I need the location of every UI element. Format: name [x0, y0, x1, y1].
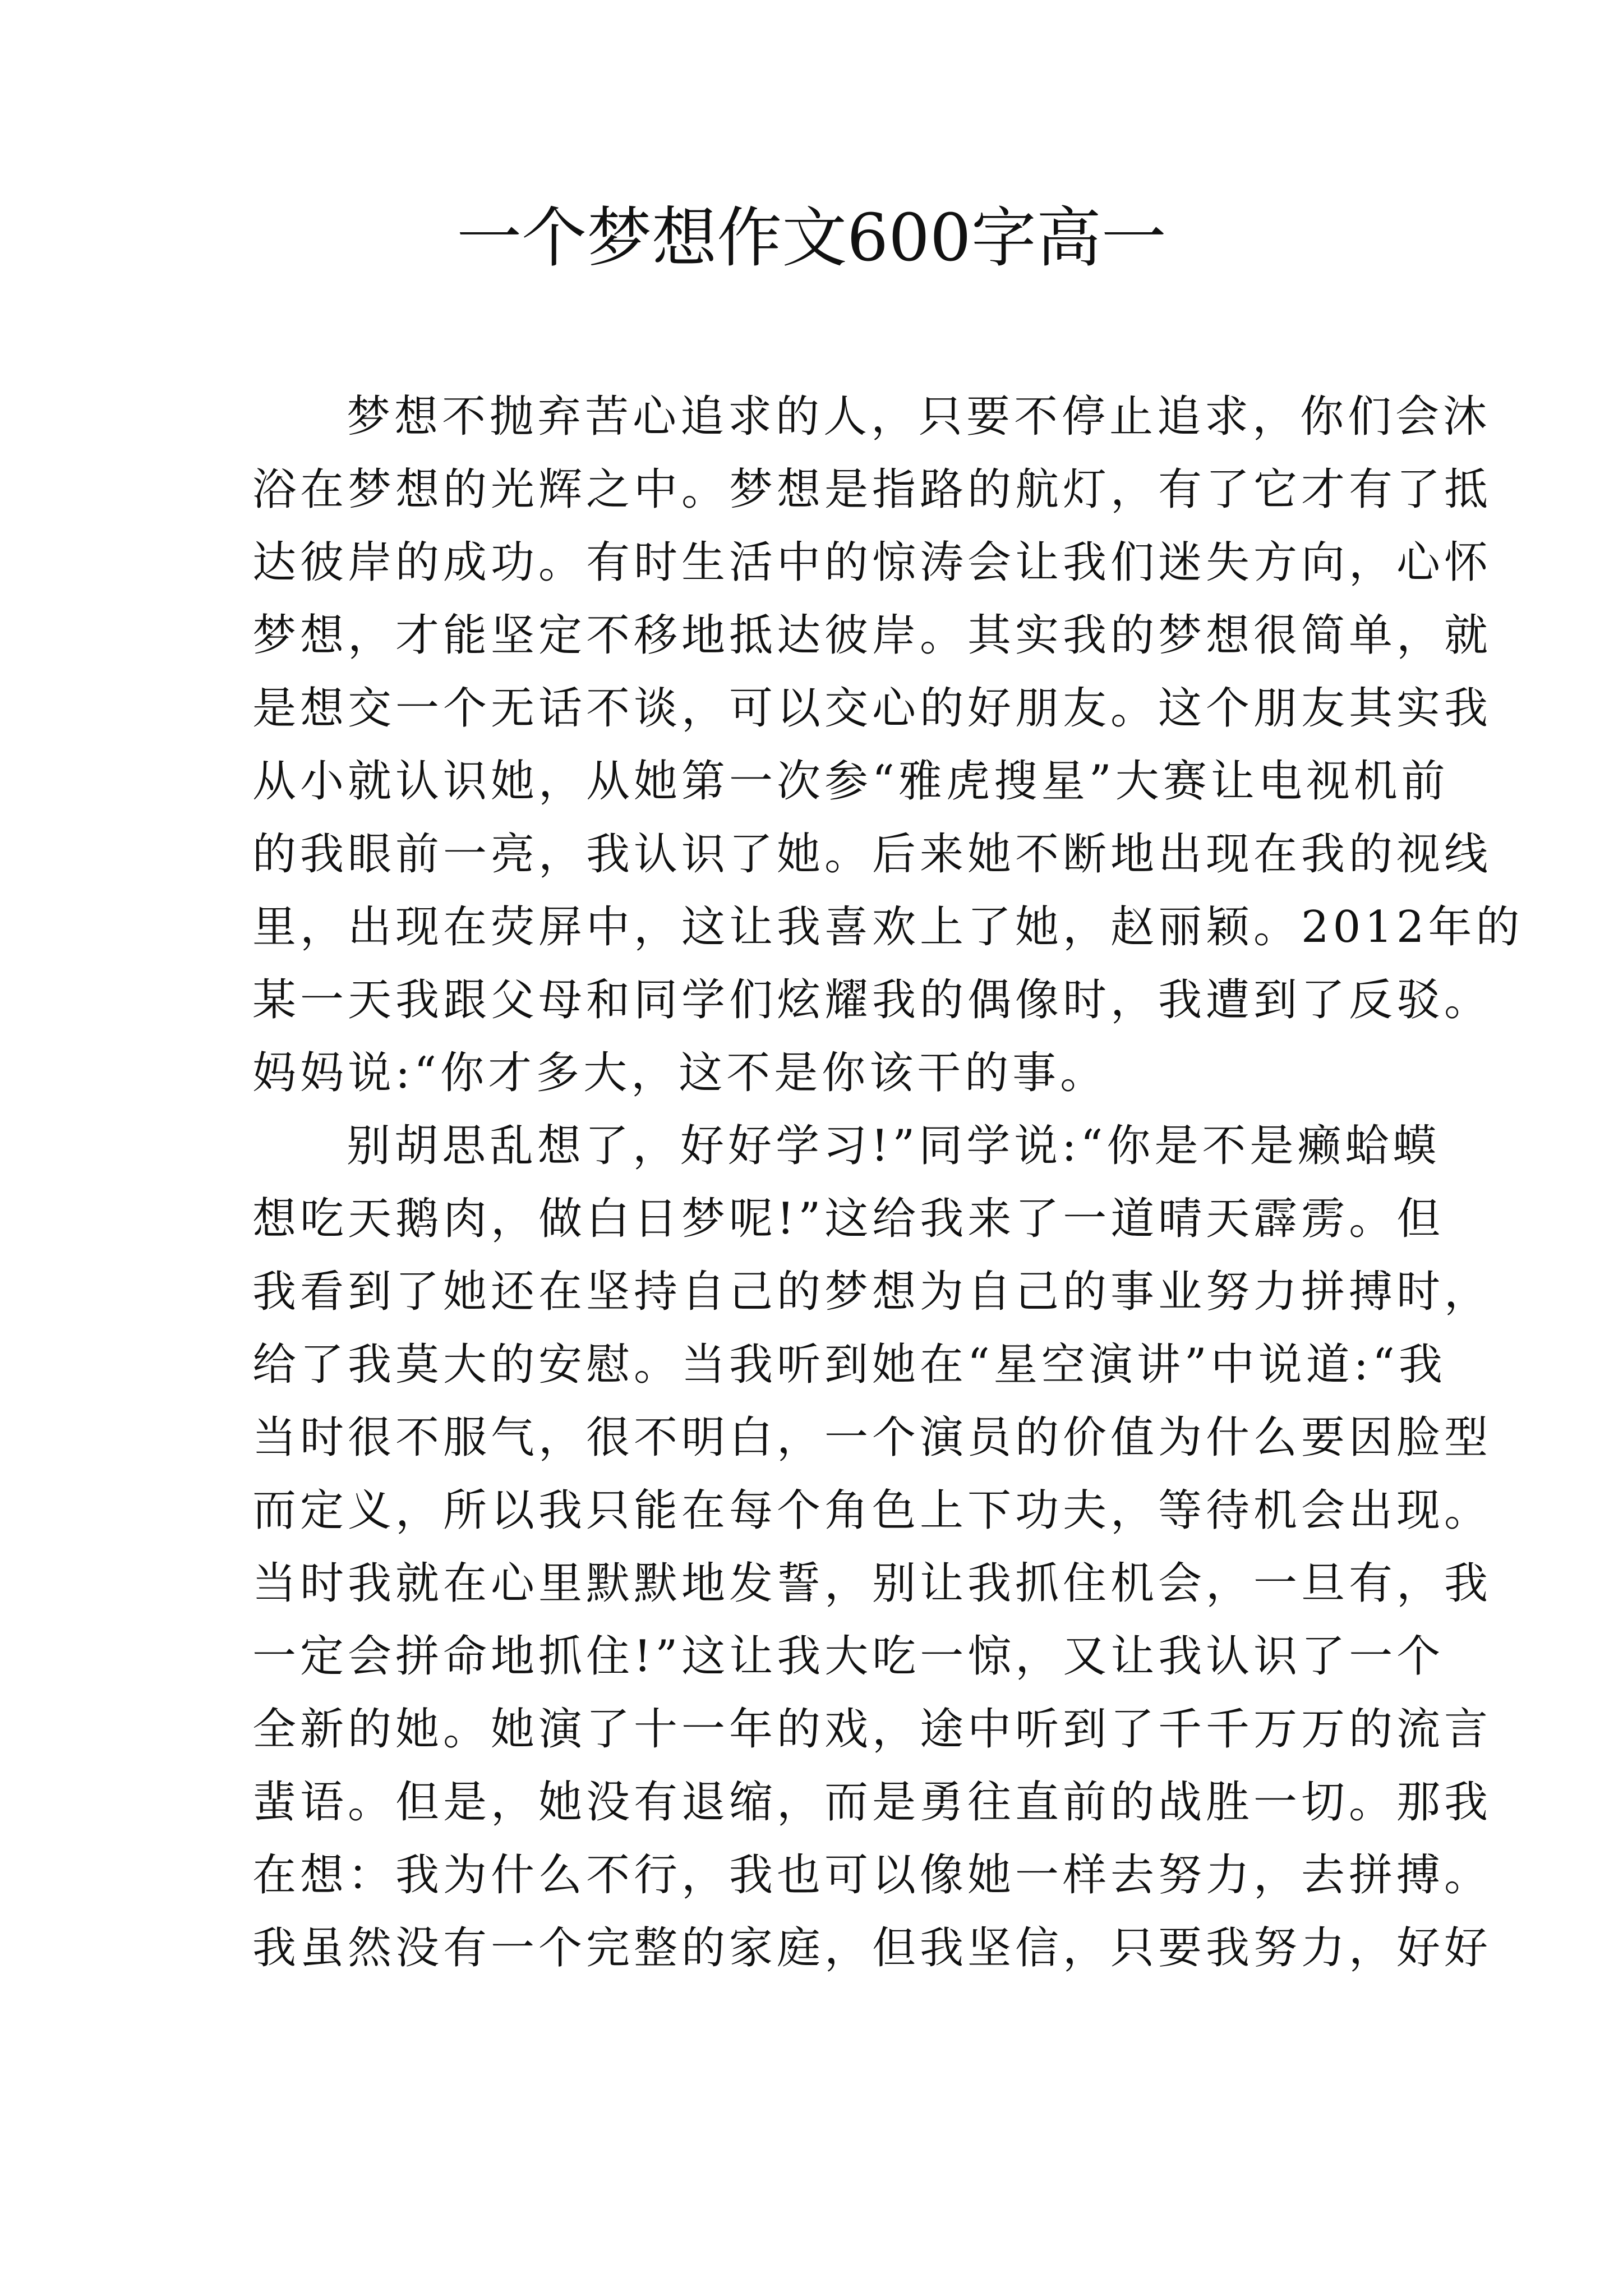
- paragraph-2-line-2: 想吃天鹅肉，做白日梦呢!”这给我来了一道晴天霹雳。但: [252, 1194, 1445, 1244]
- paragraph-2-line-3: 我看到了她还在坚持自己的梦想为自己的事业努力拼搏时，: [252, 1267, 1492, 1317]
- paragraph-2-line-4: 给了我莫大的安慰。当我听到她在“星空演讲”中说道:“我: [252, 1340, 1446, 1390]
- paragraph-2-line-10: 蜚语。但是，她没有退缩，而是勇往直前的战胜一切。那我: [252, 1777, 1492, 1828]
- document-title: 一个梦想作文600字高一: [457, 200, 1166, 276]
- paragraph-1-line-9: 某一天我跟父母和同学们炫耀我的偶像时，我遭到了反驳。: [252, 975, 1492, 1025]
- paragraph-2-line-7: 当时我就在心里默默地发誓，别让我抓住机会，一旦有，我: [252, 1558, 1492, 1609]
- paragraph-2-line-11: 在想：我为什么不行，我也可以像她一样去努力，去拼搏。: [252, 1850, 1492, 1901]
- paragraph-2-line-6: 而定义，所以我只能在每个角色上下功夫，等待机会出现。: [252, 1485, 1492, 1536]
- paragraph-2-line-8: 一定会拼命地抓住!”这让我大吃一惊，又让我认识了一个: [252, 1631, 1445, 1682]
- paragraph-1-line-1: 梦想不抛弃苦心追求的人，只要不停止追求，你们会沐: [347, 392, 1491, 442]
- paragraph-2-line-5: 当时很不服气，很不明白，一个演员的价值为什么要因脸型: [252, 1412, 1492, 1463]
- paragraph-2-line-12: 我虽然没有一个完整的家庭，但我坚信，只要我努力，好好: [252, 1923, 1492, 1973]
- essay-body: [252, 380, 1524, 1985]
- paragraph-1-line-2: 浴在梦想的光辉之中。梦想是指路的航灯，有了它才有了抵: [252, 464, 1492, 515]
- paragraph-1-line-10: 妈妈说:“你才多大，这不是你该干的事。: [252, 1048, 1108, 1098]
- paragraph-1-line-7: 的我眼前一亮，我认识了她。后来她不断地出现在我的视线: [252, 829, 1492, 880]
- paragraph-1-line-8: 里，出现在荧屏中，这让我喜欢上了她，赵丽颖。2012年的: [252, 902, 1524, 953]
- paragraph-1-line-5: 是想交一个无话不谈，可以交心的好朋友。这个朋友其实我: [252, 683, 1492, 734]
- paragraph-2-line-9: 全新的她。她演了十一年的戏，途中听到了千千万万的流言: [252, 1704, 1492, 1755]
- paragraph-1-line-6: 从小就认识她，从她第一次参“雅虎搜星”大赛让电视机前: [252, 756, 1449, 807]
- paragraph-1-line-3: 达彼岸的成功。有时生活中的惊涛会让我们迷失方向，心怀: [252, 537, 1492, 588]
- paragraph-1-line-4: 梦想，才能坚定不移地抵达彼岸。其实我的梦想很简单，就: [252, 610, 1492, 661]
- paragraph-2-line-1: 别胡思乱想了，好好学习!”同学说:“你是不是癞蛤蟆: [347, 1121, 1441, 1171]
